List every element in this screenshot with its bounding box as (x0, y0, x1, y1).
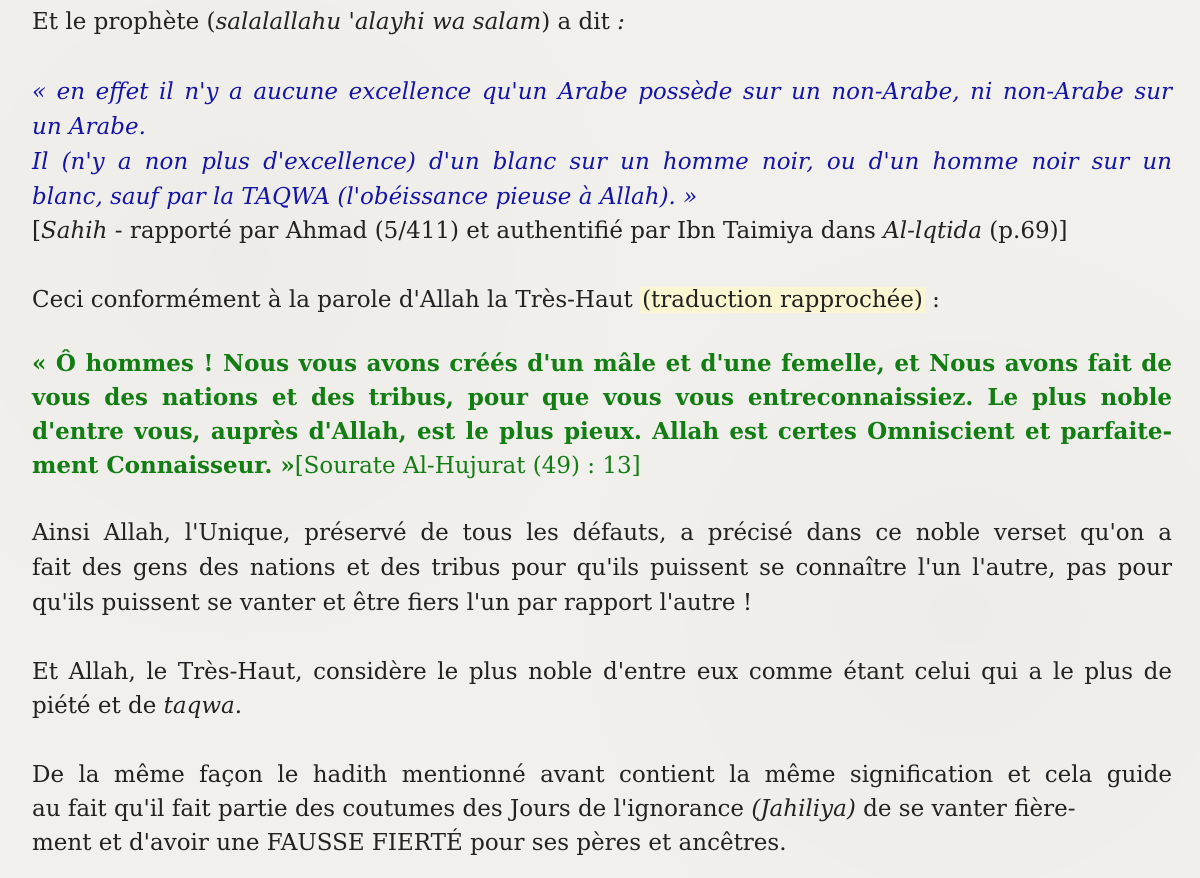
verse-intro-colon: : (924, 287, 940, 313)
para1-line-1: Ainsi Allah, l'Unique, préservé de tous les défauts, a précisé dans ce noble verset qu'on a (32, 520, 1172, 546)
reference-grade: Sahih (40, 218, 108, 244)
hadith-line-2: un Arabe. (32, 114, 146, 140)
intro-prefix: Et le prophète ( (32, 9, 216, 35)
reference-open: [ (32, 218, 41, 244)
hadith-reference (32, 214, 1068, 248)
reference-middle: - rapporté par Ahmad (5/411) et authentifié par Ibn Taimiya dans (107, 218, 884, 244)
para2-term: taqwa (163, 693, 235, 719)
verse-line-4 (32, 449, 641, 483)
verse-reference: [Sourate Al-Hujurat (49) : 13] (294, 453, 641, 479)
para3-line-1: De la même façon le hadith mentionné avant contient la même signification et cela guide (32, 762, 1172, 788)
hadith-line-4: blanc, sauf par la TAQWA (l'obéissance pieuse à Allah). » (32, 184, 698, 210)
hadith-intro (32, 5, 625, 39)
para3-term: (Jahiliya) (751, 796, 856, 822)
translation-highlight: (traduction rapprochée) (642, 287, 923, 313)
reference-book: Al-lqtida (883, 218, 982, 244)
para2-prefix: piété et de (32, 693, 164, 719)
verse-intro (32, 283, 940, 317)
para1-line-2: fait des gens des nations et des tribus pour qu'ils puissent se connaître l'un l'autre, pas pour (32, 555, 1172, 581)
para3-line-2 (32, 792, 1076, 826)
verse-line-4-text: ment Connaisseur. » (32, 452, 295, 479)
intro-suffix: ) a dit (541, 9, 618, 35)
verse-line-1: « Ô hommes ! Nous vous avons créés d'un mâle et d'une femelle, et Nous avons fait de (32, 350, 1172, 377)
para1-line-3: qu'ils puissent se vanter et être fiers l'un par rapport l'autre ! (32, 590, 753, 616)
hadith-line-1: « en effet il n'y a aucune excellence qu'un Arabe possède sur un non-Arabe, ni non-Arabe sur (32, 79, 1172, 105)
intro-colon: : (617, 9, 625, 35)
verse-intro-text: Ceci conformément à la parole d'Allah la Très-Haut (32, 287, 641, 313)
para2-line-2 (32, 689, 242, 723)
intro-salutation: salalallahu 'alayhi wa salam (215, 9, 542, 35)
para3-line-3: ment et d'avoir une FAUSSE FIERTÉ pour ses pères et ancêtres. (32, 830, 787, 856)
para2-line-1: Et Allah, le Très-Haut, considère le plus noble d'entre eux comme étant celui qui a le plus de (32, 659, 1172, 685)
para3-prefix: au fait qu'il fait partie des coutumes des Jours de l'ignorance (32, 796, 752, 822)
reference-close: (p.69)] (982, 218, 1068, 244)
para3-suffix: de se vanter fière- (855, 796, 1076, 822)
verse-line-2: vous des nations et des tribus, pour que vous vous entreconnaissiez. Le plus noble (32, 384, 1172, 411)
para2-suffix: . (234, 693, 243, 719)
verse-line-3: d'entre vous, auprès d'Allah, est le plus pieux. Allah est certes Omniscient et parfaite- (32, 418, 1172, 445)
hadith-line-3: Il (n'y a non plus d'excellence) d'un blanc sur un homme noir, ou d'un homme noir sur un (32, 149, 1172, 175)
